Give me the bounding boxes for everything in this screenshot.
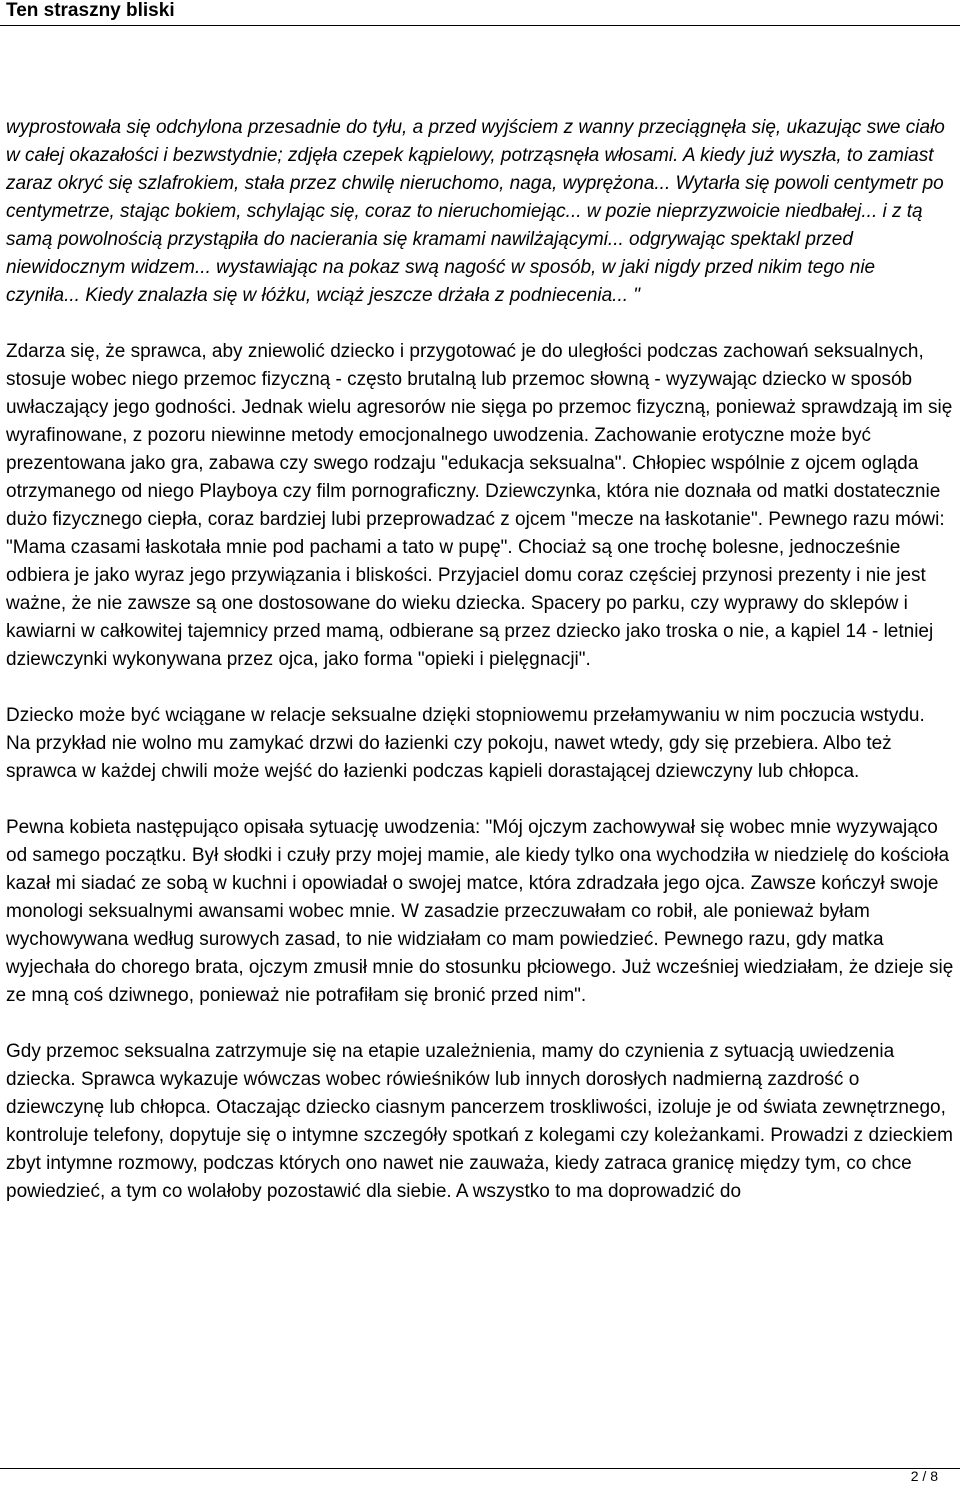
document-title: Ten straszny bliski (6, 0, 175, 21)
footer-divider (0, 1468, 960, 1469)
page-header (0, 0, 960, 27)
document-body (6, 114, 954, 1206)
paragraph: Zdarza się, że sprawca, aby zniewolić dziecko i przygotować je do uległości podczas zachowań seksualnych, stosuje wobec niego przemoc fizyczną - często brutalną lub przemoc słowną - wyzywając dziecko w sposób uwłaczający jego godności. Jednak wielu agresorów nie sięga po przemoc fizyczną, ponieważ sprawdzają im się wyrafinowane, z pozoru niewinne metody emocjonalnego uwodzenia. Zachowanie erotyczne może być prezentowana jako gra, zabawa czy swego rodzaju "edukacja seksualna". Chłopiec wspólnie z ojcem ogląda otrzymanego od niego Playboya czy film pornograficzny. Dziewczynka, która nie doznała od matki dostatecznie dużo fizycznego ciepła, coraz bardziej lubi przeprowadzać z ojcem "mecze na łaskotanie". Pewnego razu mówi: "Mama czasami łaskotała mnie pod pachami a tato w pupę". Chociaż są one trochę bolesne, jednocześnie odbiera je jako wyraz jego przywiązania i bliskości. Przyjaciel domu coraz częściej przynosi prezenty i nie jest ważne, że nie zawsze są one dostosowane do wieku dziecka. Spacery po parku, czy wyprawy do sklepów i kawiarni w całkowitej tajemnicy przed mamą, odbierane są przez dziecko jako troska o nie, a kąpiel 14 - letniej dziewczynki wykonywana przez ojca, jako forma "opieki i pielęgnacji". (6, 341, 953, 670)
paragraph-quote: wyprostowała się odchylona przesadnie do tyłu, a przed wyjściem z wanny przeciągnęła się, ukazując swe ciało w całej okazałości i bezwstydnie; zdjęła czepek kąpielowy, potrząsnęła włosami. A kiedy już wyszła, to zamiast zaraz okryć się szlafrokiem, stała przez chwilę nieruchomo, naga, wyprężona... Wytarła się powoli centymetr po centymetrze, stając bokiem, schylając się, coraz to nieruchomiejąc... w pozie nieprzyzwoicie niedbałej... i z tą samą powolnością przystąpiła do nacierania się kramami nawilżającymi... odgrywając spektakl przed niewidocznym widzem... wystawiając na pokaz swą nagość w sposób, w jaki nigdy przed nikim tego nie czyniła... Kiedy znalazła się w łóżku, wciąż jeszcze drżała z podniecenia... " (6, 117, 945, 306)
header-divider (0, 25, 960, 26)
paragraph: Dziecko może być wciągane w relacje seksualne dzięki stopniowemu przełamywaniu w nim poczucia wstydu. Na przykład nie wolno mu zamykać drzwi do łazienki czy pokoju, nawet wtedy, gdy się przebiera. Albo też sprawca w każdej chwili może wejść do łazienki podczas kąpieli dorastającej dziewczyny lub chłopca. (6, 705, 925, 782)
paragraph: Pewna kobieta następująco opisała sytuację uwodzenia: "Mój ojczym zachowywał się wobec mnie wyzywająco od samego początku. Był słodki i czuły przy mojej mamie, ale kiedy tylko ona wychodziła w niedzielę do kościoła kazał mi siadać ze sobą w kuchni i opowiadał o swojej matce, która zdradzała jego ojca. Zawsze kończył swoje monologi seksualnymi awansami wobec mnie. W zasadzie przeczuwałam co robił, ale ponieważ byłam wychowywana według surowych zasad, to nie widziałam co mam powiedzieć. Pewnego razu, gdy matka wyjechała do chorego brata, ojczym zmusił mnie do stosunku płciowego. Już wcześniej wiedziałam, że dzieje się ze mną coś dziwnego, ponieważ nie potrafiłam się bronić przed nim". (6, 817, 954, 1006)
page-number: 2 / 8 (910, 1468, 938, 1484)
page-footer (0, 1468, 960, 1487)
paragraph: Gdy przemoc seksualna zatrzymuje się na etapie uzależnienia, mamy do czynienia z sytuacją uwiedzenia dziecka. Sprawca wykazuje wówczas wobec rówieśników lub innych dorosłych nadmierną zazdrość o dziewczynę lub chłopca. Otaczając dziecko ciasnym pancerzem troskliwości, izoluje je od świata zewnętrznego, kontroluje telefony, dopytuje się o intymne szczegóły spotkań z kolegami czy koleżankami. Prowadzi z dzieckiem zbyt intymne rozmowy, podczas których ono nawet nie zauważa, kiedy zatraca granicę między tym, co chce powiedzieć, a tym co wolałoby pozostawić dla siebie. A wszystko to ma doprowadzić do (6, 1041, 953, 1202)
